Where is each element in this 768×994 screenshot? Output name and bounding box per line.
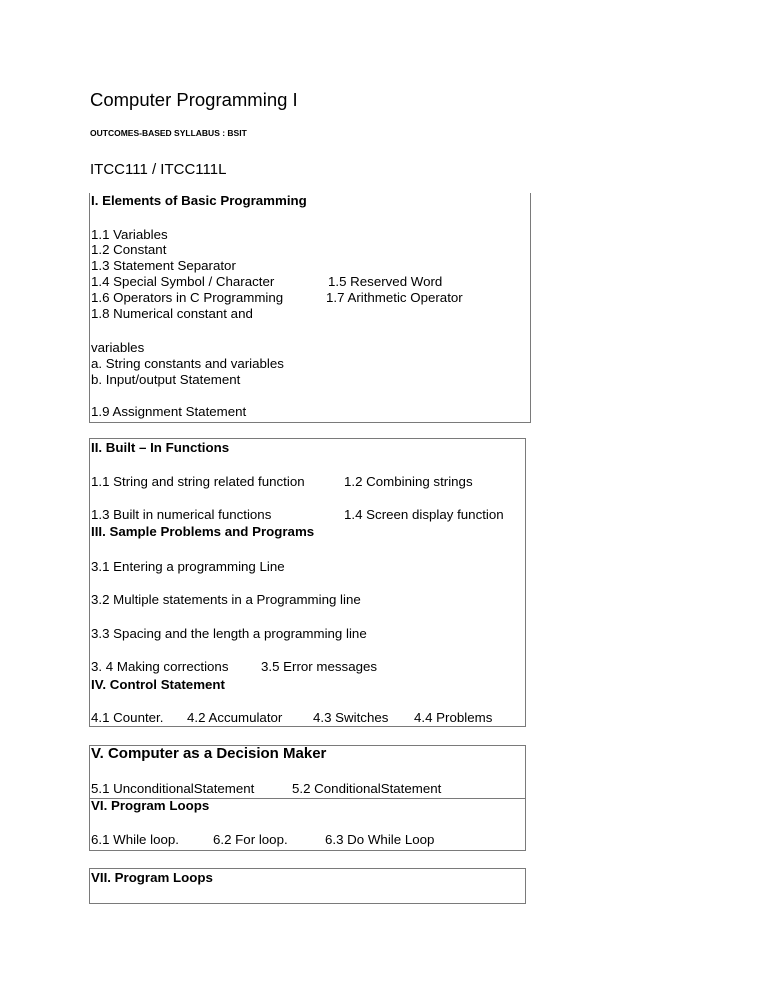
list-item: 1.7 Arithmetic Operator [326,290,463,305]
list-item: 1.6 Operators in C Programming [91,290,284,305]
section-4-heading: IV. Control Statement [91,677,225,692]
list-item: 3.5 Error messages [261,659,378,674]
section-3-heading: III. Sample Problems and Programs [91,524,315,539]
list-item: 4.3 Switches [313,710,389,725]
section-1-right-border [530,193,531,423]
section-1-left-border [89,193,90,423]
list-item: 1.3 Statement Separator [91,258,236,273]
list-item: 1.1 String and string related function [91,474,305,489]
section-5-heading: V. Computer as a Decision Maker [91,745,327,762]
list-item: 1.3 Built in numerical functions [91,507,272,522]
list-item: 3. 4 Making corrections [91,659,229,674]
list-item: 6.2 For loop. [213,832,288,847]
list-item: 3.1 Entering a programming Line [91,559,285,574]
list-item: 1.2 Combining strings [344,474,473,489]
list-item: a. String constants and variables [91,356,284,371]
section-7-heading: VII. Program Loops [91,870,213,885]
list-item: 1.8 Numerical constant and [91,306,253,321]
list-item: 4.4 Problems [414,710,493,725]
list-item: 4.2 Accumulator [187,710,283,725]
course-code: ITCC111 / ITCC111L [90,161,227,178]
list-item: 1.1 Variables [91,227,168,242]
list-item: 1.5 Reserved Word [328,274,443,289]
section-1-bottom-border [89,422,531,423]
list-item: 1.4 Special Symbol / Character [91,274,275,289]
list-item: 5.2 ConditionalStatement [292,781,442,796]
list-item: b. Input/output Statement [91,372,241,387]
document-title: Computer Programming I [90,89,298,110]
list-item: 3.2 Multiple statements in a Programming line [91,592,361,607]
document-subtitle: OUTCOMES-BASED SYLLABUS : BSIT [90,128,247,138]
list-item: 5.1 UnconditionalStatement [91,781,255,796]
list-item: 1.9 Assignment Statement [91,404,247,419]
list-item: 6.3 Do While Loop [325,832,435,847]
list-item: 1.2 Constant [91,242,167,257]
section-1-heading: I. Elements of Basic Programming [91,193,307,208]
list-item: variables [91,340,145,355]
list-item: 1.4 Screen display function [344,507,504,522]
section-6-heading: VI. Program Loops [91,798,210,813]
list-item: 3.3 Spacing and the length a programming line [91,626,367,641]
section-2-heading: II. Built – In Functions [91,440,230,455]
list-item: 4.1 Counter. [91,710,164,725]
list-item: 6.1 While loop. [91,832,179,847]
